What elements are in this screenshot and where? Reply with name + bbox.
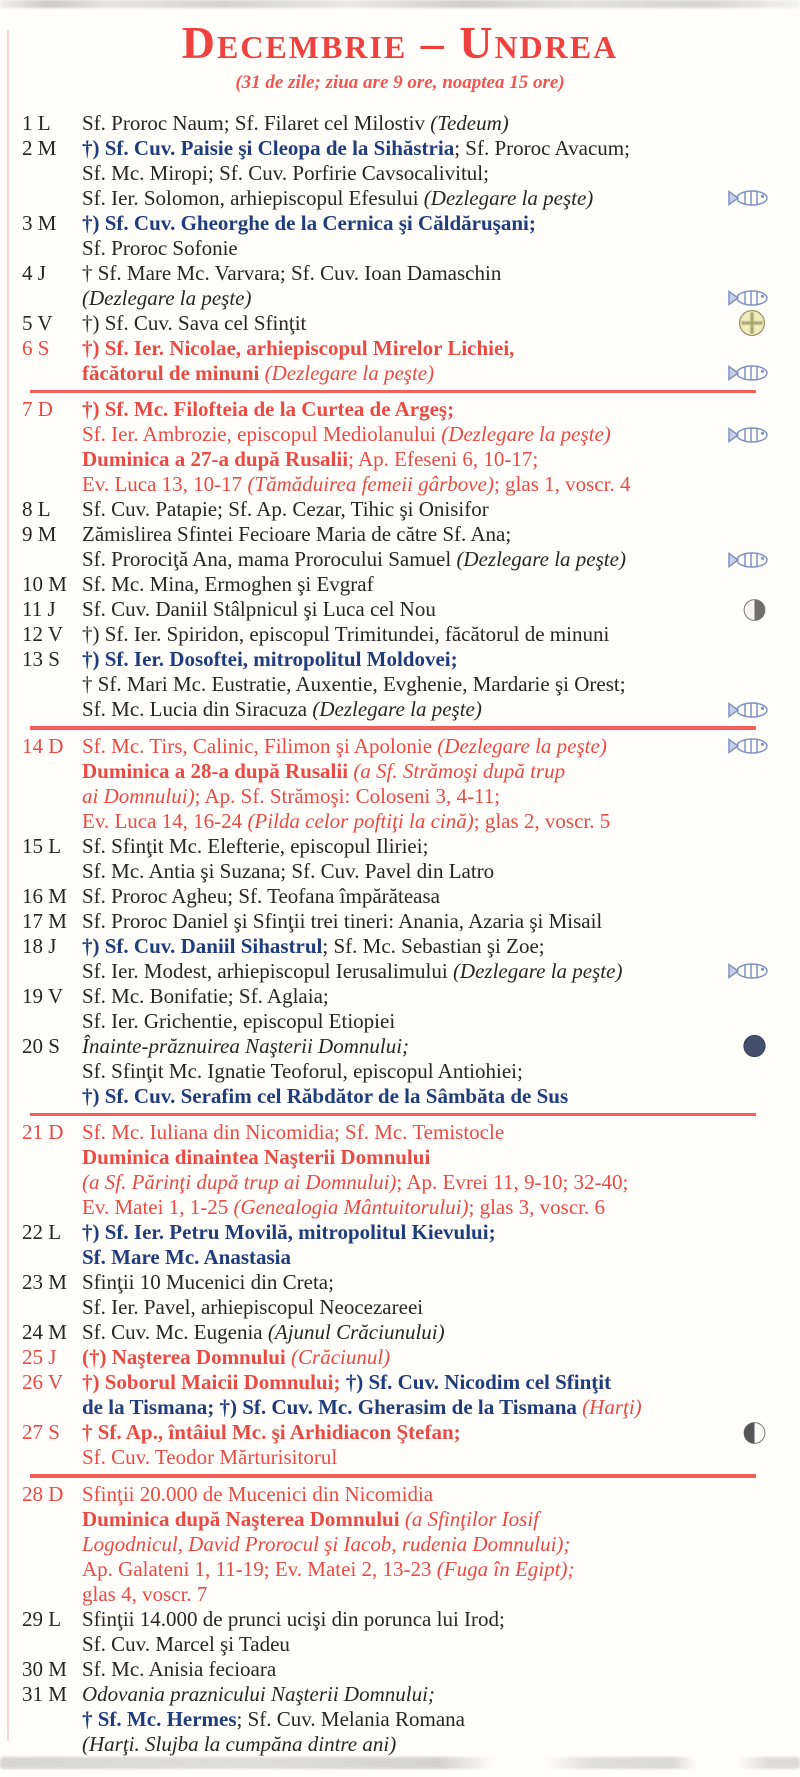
day-entries <box>82 1657 800 1682</box>
page-subtitle: (31 de zile; ziua are 9 ore, noaptea 15 ore) <box>235 71 565 93</box>
entry-text: (Dezlegare la peşte) <box>312 697 482 722</box>
entry-line <box>82 734 800 759</box>
entry-line <box>82 1370 800 1395</box>
entry-line <box>82 111 800 136</box>
calendar-row <box>0 111 800 136</box>
day-entries <box>82 1220 800 1270</box>
day-entries <box>82 136 800 211</box>
entry-text: Sf. Mc. Bonifatie; Sf. Aglaia; <box>82 983 329 1008</box>
entry-line <box>82 1532 800 1557</box>
entry-text: Sf. Prorociţă Ana, mama Prorocului Samuel <box>82 547 457 572</box>
entry-text: Sf. Sfinţit Mc. Elefterie, episcopul Iliriei; <box>82 833 429 858</box>
entry-text: Ev. Matei 1, 1-25 <box>82 1195 234 1220</box>
day-entries <box>82 1482 800 1607</box>
calendar-row <box>0 311 800 336</box>
calendar-row <box>0 1482 800 1607</box>
calendar-row <box>0 1607 800 1657</box>
entry-line <box>82 361 800 386</box>
first-quarter-moon-icon <box>743 1421 766 1444</box>
day-label: 28 D <box>22 1481 64 1506</box>
entry-text: (Dezlegare la peşte) <box>82 285 252 310</box>
week-separator <box>30 1113 756 1117</box>
calendar-row <box>0 934 800 984</box>
entry-text: Înainte-prăznuirea Naşterii Domnului; <box>82 1033 410 1058</box>
entry-text: (Harţi. Slujba la cumpăna dintre ani) <box>82 1731 397 1756</box>
day-label: 10 M <box>22 572 67 597</box>
entry-text: (Ajunul Crăciunului) <box>267 1320 445 1345</box>
calendar-row <box>0 834 800 884</box>
entry-line <box>82 1395 800 1420</box>
day-entries <box>82 1345 800 1370</box>
entry-text: (a Sf. Strămoşi după trup <box>353 758 566 783</box>
dezlegare-la-peste-fish-icon <box>727 289 771 308</box>
page-title: Decembrie – Undrea <box>181 17 619 68</box>
entry-text: (Crăciunul) <box>291 1345 391 1370</box>
week-separator <box>30 726 756 730</box>
entry-text: Sf. Mc. Antia şi Suzana; Sf. Cuv. Pavel din Latro <box>82 858 495 883</box>
calendar-row <box>0 984 800 1034</box>
calendar-row <box>0 497 800 522</box>
day-label: 7 D <box>22 397 53 422</box>
day-label: 19 V <box>22 983 64 1008</box>
entry-text: † Sf. Mc. Hermes <box>82 1706 237 1731</box>
entry-line <box>82 422 800 447</box>
entry-line <box>82 934 800 959</box>
week-separator <box>30 1474 756 1478</box>
entry-line <box>82 236 800 261</box>
day-label: 3 M <box>22 210 57 235</box>
day-label: 2 M <box>22 135 57 160</box>
entry-line <box>82 1034 800 1059</box>
day-entries <box>82 211 800 261</box>
entry-line <box>82 186 800 211</box>
entry-text: Sf. Mc. Miropi; Sf. Cuv. Porfirie Cavsocalivitul; <box>82 160 489 185</box>
entry-text: Sf. Cuv. Teodor Mărturisitorul <box>82 1445 338 1470</box>
day-entries <box>82 1034 800 1109</box>
entry-text: Logodnicul, David Prorocul şi Iacob, rudenia Domnului); <box>82 1531 571 1556</box>
day-entries <box>82 1420 800 1470</box>
entry-line <box>82 1482 800 1507</box>
day-label: 4 J <box>22 260 46 285</box>
entry-line <box>82 1195 800 1220</box>
entry-line <box>82 572 800 597</box>
entry-line <box>82 547 800 572</box>
entry-text: Odovania praznicului Naşterii Domnului; <box>82 1681 435 1706</box>
entry-text: Sf. Cuv. Marcel şi Tadeu <box>82 1631 290 1656</box>
day-entries <box>82 572 800 597</box>
entry-line <box>82 311 800 336</box>
day-entries <box>82 1120 800 1220</box>
day-label: 12 V <box>22 622 64 647</box>
entry-text: (a Sfinţilor Iosif <box>404 1506 540 1531</box>
day-entries <box>82 884 800 909</box>
day-entries <box>82 1607 800 1657</box>
day-label: 21 D <box>22 1120 64 1145</box>
entry-text: (Harţi) <box>582 1395 642 1420</box>
calendar-row <box>0 1270 800 1320</box>
day-entries <box>82 497 800 522</box>
day-label: 16 M <box>22 883 67 908</box>
day-entries <box>82 834 800 884</box>
entry-line <box>82 909 800 934</box>
entry-text: Sf. Sfinţit Mc. Ignatie Teoforul, episcopul Antiohiei; <box>82 1058 523 1083</box>
dezlegare-la-peste-fish-icon <box>727 189 771 208</box>
entry-text: Sf. Cuv. Mc. Eugenia <box>82 1320 268 1345</box>
entry-text: (Tămăduirea femeii gârbove) <box>247 472 494 497</box>
entry-text: (Tedeum) <box>430 110 509 135</box>
entry-text: Sf. Mc. Anisia fecioara <box>82 1656 277 1681</box>
calendar-row <box>0 647 800 722</box>
entry-text: †) Sf. Cuv. Daniil Sihastrul <box>82 933 323 958</box>
entry-line <box>82 286 800 311</box>
entry-line <box>82 1582 800 1607</box>
entry-text: (†) Naşterea Domnului <box>82 1345 292 1370</box>
entry-text: Duminica a 28-a după Rusalii <box>82 758 354 783</box>
entry-text: Zămislirea Sfintei Fecioare Maria de către Sf. Ana; <box>82 522 512 547</box>
day-entries <box>82 111 800 136</box>
calendar-row <box>0 211 800 261</box>
entry-line <box>82 1507 800 1532</box>
day-label: 30 M <box>22 1656 67 1681</box>
entry-text: Ev. Luca 14, 16-24 <box>82 808 248 833</box>
entry-text: † Sf. Ap., întâiul Mc. şi Arhidiacon Ştefan; <box>82 1420 461 1445</box>
day-entries <box>82 397 800 497</box>
day-label: 23 M <box>22 1270 67 1295</box>
entry-line <box>82 136 800 161</box>
day-label: 26 V <box>22 1370 64 1395</box>
entry-text: † Sf. Mari Mc. Eustratie, Auxentie, Evghenie, Mardarie şi Orest; <box>82 672 626 697</box>
entry-line <box>82 1732 800 1757</box>
entry-text: (Dezlegare la peşte) <box>452 958 623 983</box>
entry-text: (Dezlegare la peşte) <box>437 733 607 758</box>
day-label: 22 L <box>22 1220 62 1245</box>
entry-line <box>82 1059 800 1084</box>
entry-line <box>82 472 800 497</box>
dezlegare-la-peste-fish-icon <box>727 962 771 981</box>
entry-line <box>82 984 800 1009</box>
scan-artifact-bottom <box>0 1757 800 1769</box>
entry-line <box>82 1170 800 1195</box>
entry-text: ; Sf. Proroc Avacum; <box>454 135 630 160</box>
entry-text: †) Sf. Ier. Nicolae, arhiepiscopul Mirelor Lichiei, <box>82 335 515 360</box>
entry-text: †) Sf. Cuv. Nicodim cel Sfinţit <box>345 1370 612 1395</box>
day-entries <box>82 311 800 336</box>
entry-text: (Dezlegare la peşte) <box>441 422 611 447</box>
entry-text: Sf. Mare Mc. Anastasia <box>82 1245 292 1270</box>
day-label: 25 J <box>22 1345 57 1370</box>
entry-text: Sf. Ier. Grichentie, episcopul Etiopiei <box>82 1008 396 1033</box>
entry-line <box>82 522 800 547</box>
entry-text: †) Sf. Mc. Filofteia de la Curtea de Argeş; <box>82 397 455 422</box>
entry-text: Duminica dinaintea Naşterii Domnului <box>82 1145 431 1170</box>
entry-text: Sf. Ier. Pavel, arhiepiscopul Neocezareei <box>82 1295 424 1320</box>
dezlegare-la-peste-fish-icon <box>727 700 771 719</box>
dezlegare-la-peste-fish-icon <box>727 364 771 383</box>
entry-text: Sf. Mc. Mina, Ermoghen şi Evgraf <box>82 572 374 597</box>
cross-circle-icon <box>738 309 766 337</box>
entry-text: (Dezlegare la peşte) <box>423 185 594 210</box>
entry-line <box>82 261 800 286</box>
entry-text: Sf. Proroc Sofonie <box>82 235 238 260</box>
calendar-row <box>0 572 800 597</box>
day-label: 9 M <box>22 522 57 547</box>
entry-text: (Dezlegare la peşte) <box>456 547 626 572</box>
entry-line <box>82 859 800 884</box>
entry-line <box>82 622 800 647</box>
calendar-row <box>0 1370 800 1420</box>
entry-line <box>82 1557 800 1582</box>
entry-line <box>82 1295 800 1320</box>
day-label: 18 J <box>22 933 57 958</box>
entry-line <box>82 1220 800 1245</box>
entry-line <box>82 447 800 472</box>
entry-text: ; Sf. Mc. Sebastian şi Zoe; <box>322 933 545 958</box>
calendar-row <box>0 1220 800 1270</box>
entry-text: Sf. Ier. Solomon, arhiepiscopul Efesului <box>82 185 424 210</box>
calendar-row <box>0 884 800 909</box>
entry-line <box>82 834 800 859</box>
entry-text: Sf. Proroc Agheu; Sf. Teofana împărăteasa <box>82 883 440 908</box>
entry-text: Sf. Proroc Daniel şi Sfinţii trei tineri: Anania, Azaria şi Misail <box>82 908 603 933</box>
day-label: 31 M <box>22 1681 67 1706</box>
entry-text: ; glas 3, voscr. 6 <box>468 1195 606 1220</box>
entry-text: †) Sf. Ier. Spiridon, episcopul Trimitundei, făcătorul de minuni <box>82 622 610 647</box>
calendar-row <box>0 336 800 386</box>
day-label: 13 S <box>22 647 60 672</box>
entry-text: Sf. Proroc Naum; Sf. Filaret cel Milostiv <box>82 110 431 135</box>
entry-line <box>82 1445 800 1470</box>
week-separator <box>30 390 756 394</box>
dezlegare-la-peste-fish-icon <box>727 737 771 756</box>
calendar-rows <box>0 105 800 1757</box>
entry-text: †) Soborul Maicii Domnului; <box>82 1370 346 1395</box>
entry-text: Sfinţii 10 Mucenici din Creta; <box>82 1270 334 1295</box>
entry-text: †) Sf. Cuv. Gheorghe de la Cernica şi Căldăruşani; <box>82 210 536 235</box>
entry-text: ; glas 1, voscr. 4 <box>493 472 631 497</box>
calendar-row <box>0 734 800 834</box>
calendar-row <box>0 1682 800 1757</box>
calendar-row <box>0 622 800 647</box>
calendar-row <box>0 1657 800 1682</box>
day-label: 15 L <box>22 833 62 858</box>
entry-line <box>82 1270 800 1295</box>
entry-text: glas 4, voscr. 7 <box>82 1581 208 1606</box>
calendar-row <box>0 1320 800 1345</box>
entry-line <box>82 1657 800 1682</box>
entry-text: (a Sf. Părinţi după trup ai Domnului) <box>82 1170 397 1195</box>
entry-text: ; Ap. Evrei 11, 9-10; 32-40; <box>396 1170 629 1195</box>
day-entries <box>82 734 800 834</box>
day-entries <box>82 336 800 386</box>
entry-line <box>82 1682 800 1707</box>
day-entries <box>82 1270 800 1320</box>
entry-text: Sf. Mc. Lucia din Siracuza <box>82 697 313 722</box>
day-label: 6 S <box>22 335 50 360</box>
day-entries <box>82 522 800 572</box>
entry-text: †) Sf. Cuv. Serafim cel Răbdător de la Sâmbăta de Sus <box>82 1083 569 1108</box>
entry-line <box>82 1345 800 1370</box>
entry-line <box>82 759 800 784</box>
day-entries <box>82 984 800 1034</box>
entry-line <box>82 1607 800 1632</box>
entry-text: †) Sf. Ier. Dosoftei, mitropolitul Moldovei; <box>82 647 458 672</box>
day-label: 17 M <box>22 908 67 933</box>
entry-line <box>82 809 800 834</box>
day-label: 24 M <box>22 1320 67 1345</box>
calendar-row <box>0 1034 800 1109</box>
calendar-row <box>0 1120 800 1220</box>
entry-text: Sf. Cuv. Patapie; Sf. Ap. Cezar, Tihic şi Onisifor <box>82 497 489 522</box>
day-entries <box>82 1370 800 1420</box>
entry-text: †) Sf. Cuv. Sava cel Sfinţit <box>82 310 307 335</box>
entry-line <box>82 161 800 186</box>
day-label: 27 S <box>22 1420 60 1445</box>
entry-line <box>82 1084 800 1109</box>
entry-text: Duminica după Naşterea Domnului <box>82 1506 405 1531</box>
day-label: 5 V <box>22 310 53 335</box>
day-label: 11 J <box>22 597 56 622</box>
entry-line <box>82 1420 800 1445</box>
entry-text: Sf. Ier. Modest, arhiepiscopul Ierusalimului <box>82 958 453 983</box>
day-entries <box>82 261 800 311</box>
day-entries <box>82 622 800 647</box>
day-entries <box>82 647 800 722</box>
entry-text: Ev. Luca 13, 10-17 <box>82 472 248 497</box>
entry-text: Sf. Mc. Iuliana din Nicomidia; Sf. Mc. Temistocle <box>82 1120 505 1145</box>
dezlegare-la-peste-fish-icon <box>727 550 771 569</box>
day-entries <box>82 934 800 984</box>
entry-text: Sf. Cuv. Daniil Stâlpnicul şi Luca cel Nou <box>82 597 436 622</box>
last-quarter-moon-icon <box>743 598 766 621</box>
calendar-row <box>0 397 800 497</box>
entry-text: Duminica a 27-a după Rusalii <box>82 447 349 472</box>
day-label: 20 S <box>22 1033 60 1058</box>
entry-line <box>82 697 800 722</box>
entry-text: de la Tismana; †) Sf. Cuv. Mc. Gherasim de la Tismana <box>82 1395 583 1420</box>
entry-line <box>82 672 800 697</box>
entry-text: † Sf. Mare Mc. Varvara; Sf. Cuv. Ioan Damaschin <box>82 260 502 285</box>
entry-line <box>82 211 800 236</box>
entry-text: ; Ap. Sf. Strămoşi: Coloseni 3, 4-11; <box>194 783 501 808</box>
calendar-row <box>0 261 800 311</box>
entry-text: ; glas 2, voscr. 5 <box>473 808 611 833</box>
entry-text: Ap. Galateni 1, 11-19; Ev. Matei 2, 13-23 <box>82 1556 437 1581</box>
day-entries <box>82 1320 800 1345</box>
entry-text: (Fuga în Egipt); <box>436 1556 575 1581</box>
entry-line <box>82 784 800 809</box>
entry-text: †) Sf. Cuv. Paisie şi Cleopa de la Sihăstria <box>82 135 455 160</box>
day-label: 14 D <box>22 733 64 758</box>
day-entries <box>82 597 800 622</box>
entry-line <box>82 1009 800 1034</box>
entry-line <box>82 1707 800 1732</box>
scan-artifact-left <box>7 30 9 1741</box>
entry-line <box>82 884 800 909</box>
entry-text: Sf. Ier. Ambrozie, episcopul Mediolanului <box>82 422 442 447</box>
calendar-row <box>0 597 800 622</box>
entry-text: (Pilda celor poftiţi la cină) <box>247 808 474 833</box>
entry-line <box>82 647 800 672</box>
entry-line <box>82 497 800 522</box>
entry-text: (Dezlegare la peşte) <box>264 360 435 385</box>
day-label: 1 L <box>22 110 51 135</box>
calendar-row <box>0 522 800 572</box>
new-moon-icon <box>743 1035 766 1058</box>
entry-text: Sfinţii 20.000 de Mucenici din Nicomidia <box>82 1481 434 1506</box>
calendar-row <box>0 136 800 211</box>
entry-text: Sf. Mc. Tirs, Calinic, Filimon şi Apolonie <box>82 733 438 758</box>
entry-line <box>82 1120 800 1145</box>
entry-text: †) Sf. Ier. Petru Movilă, mitropolitul Kievului; <box>82 1220 496 1245</box>
entry-text: făcătorul de minuni <box>82 360 265 385</box>
entry-line <box>82 1145 800 1170</box>
calendar-row <box>0 909 800 934</box>
calendar-row <box>0 1420 800 1470</box>
entry-text: (Genealogia Mântuitorului) <box>233 1195 469 1220</box>
entry-text: ; Sf. Cuv. Melania Romana <box>236 1706 465 1731</box>
entry-text: ; Ap. Efeseni 6, 10-17; <box>348 447 539 472</box>
entry-line <box>82 1320 800 1345</box>
entry-line <box>82 1245 800 1270</box>
day-entries <box>82 909 800 934</box>
entry-line <box>82 1632 800 1657</box>
day-label: 29 L <box>22 1606 62 1631</box>
entry-line <box>82 597 800 622</box>
entry-line <box>82 397 800 422</box>
scan-artifact-top <box>0 0 800 8</box>
entry-line <box>82 959 800 984</box>
day-entries <box>82 1682 800 1757</box>
calendar-row <box>0 1345 800 1370</box>
dezlegare-la-peste-fish-icon <box>727 425 771 444</box>
entry-text: ai Domnului) <box>82 783 195 808</box>
day-label: 8 L <box>22 497 51 522</box>
entry-text: Sfinţii 14.000 de prunci ucişi din porunca lui Irod; <box>82 1606 505 1631</box>
entry-line <box>82 336 800 361</box>
